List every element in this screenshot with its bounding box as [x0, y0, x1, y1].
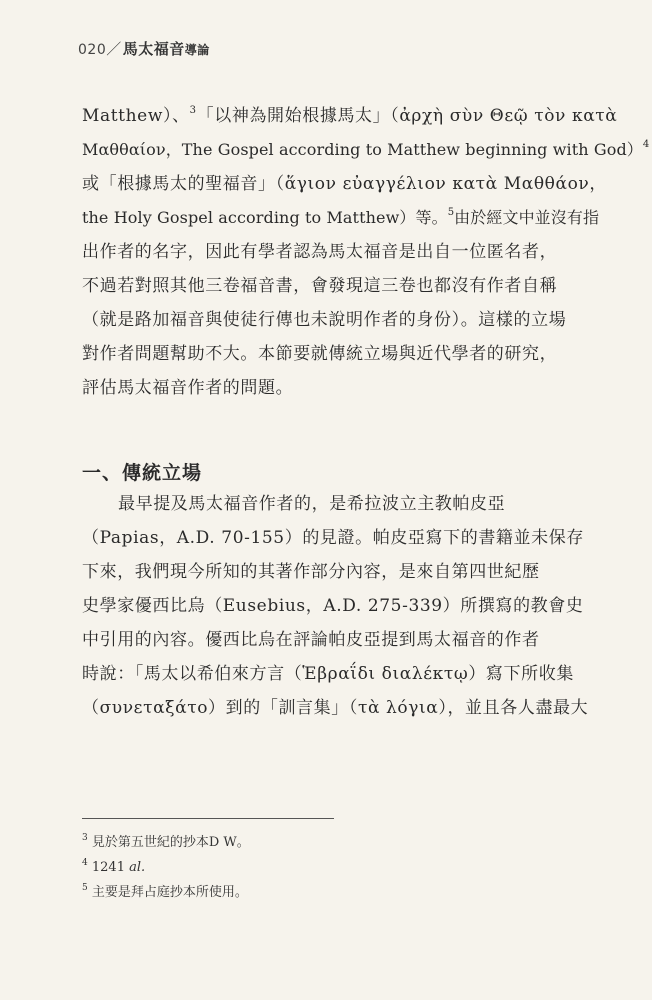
footnote: $^5$ 主要是拜占庭抄本所使用。: [82, 883, 248, 900]
footnote-mark: 5: [82, 883, 88, 893]
text-line: （συνεταξάτο）到的「訓言集」（τὰ λόγια），並且各人盡最大: [82, 698, 589, 718]
footnote-ref[interactable]: 5: [447, 207, 455, 218]
footnote-mark: 4: [82, 858, 88, 868]
header-separator: ／: [106, 40, 122, 58]
footnote-ref[interactable]: 3: [189, 105, 197, 116]
footnote-divider: [82, 818, 334, 819]
text-line: Matthew）、$^3$「以神為開始根據馬太」（ἀρχὴ σὺν Θεῷ τὸν κατὰ: [82, 105, 618, 126]
text-line: 史學家優西比烏（Eusebius，A.D. 275-339）所撰寫的教會史: [82, 596, 584, 616]
paragraph-continued: [82, 99, 650, 405]
text-line: 或「根據馬太的聖福音」（ἅγιον εὐαγγέλιον κατὰ Μαθθάον，: [82, 174, 607, 194]
text-line: 時說：「馬太以希伯來方言（Ἑβραΐδι διαλέκτῳ）寫下所收集: [82, 664, 574, 684]
running-header: [78, 38, 210, 59]
footnote: $^4$ 1241 al.: [82, 858, 146, 875]
text-line: 最早提及馬太福音作者的，是希拉波立主教帕皮亞: [118, 494, 506, 514]
text-line: 下來，我們現今所知的其著作部分內容，是來自第四世紀歷: [82, 562, 540, 582]
text-line: （Papias，A.D. 70-155）的見證。帕皮亞寫下的書籍並未保存: [82, 528, 584, 548]
footnote: $^3$ 見於第五世紀的抄本D W。: [82, 833, 250, 850]
text-line: 中引用的內容。優西比烏在評論帕皮亞提到馬太福音的作者: [82, 630, 540, 650]
page-number: 020: [78, 42, 107, 58]
text-line: 評估馬太福音作者的問題。: [82, 378, 294, 398]
footnotes: [82, 830, 582, 905]
footnote-mark: 3: [82, 833, 88, 843]
section-heading: 一、傳統立場: [82, 462, 203, 484]
text-line: 對作者問題幫助不大。本節要就傳統立場與近代學者的研究，: [82, 344, 558, 364]
book-title: 馬太福音: [122, 40, 185, 58]
book-subtitle: 導論: [184, 43, 210, 57]
footnote-ref[interactable]: 4: [642, 139, 650, 150]
text-line: 出作者的名字，因此有學者認為馬太福音是出自一位匿名者，: [82, 242, 558, 262]
text-line: the Holy Gospel according to Matthew）等。$^5$由於經文中並沒有指: [82, 207, 600, 227]
text-line: Μαθθαίον，The Gospel according to Matthew beginning with God）$^4$: [82, 139, 650, 159]
text-line: （就是路加福音與使徒行傳也未說明作者的身份）。這樣的立場: [82, 310, 567, 330]
paragraph-traditional-view: [82, 487, 622, 725]
text-line: 不過若對照其他三卷福音書，會發現這三卷也都沒有作者自稱: [82, 276, 558, 296]
